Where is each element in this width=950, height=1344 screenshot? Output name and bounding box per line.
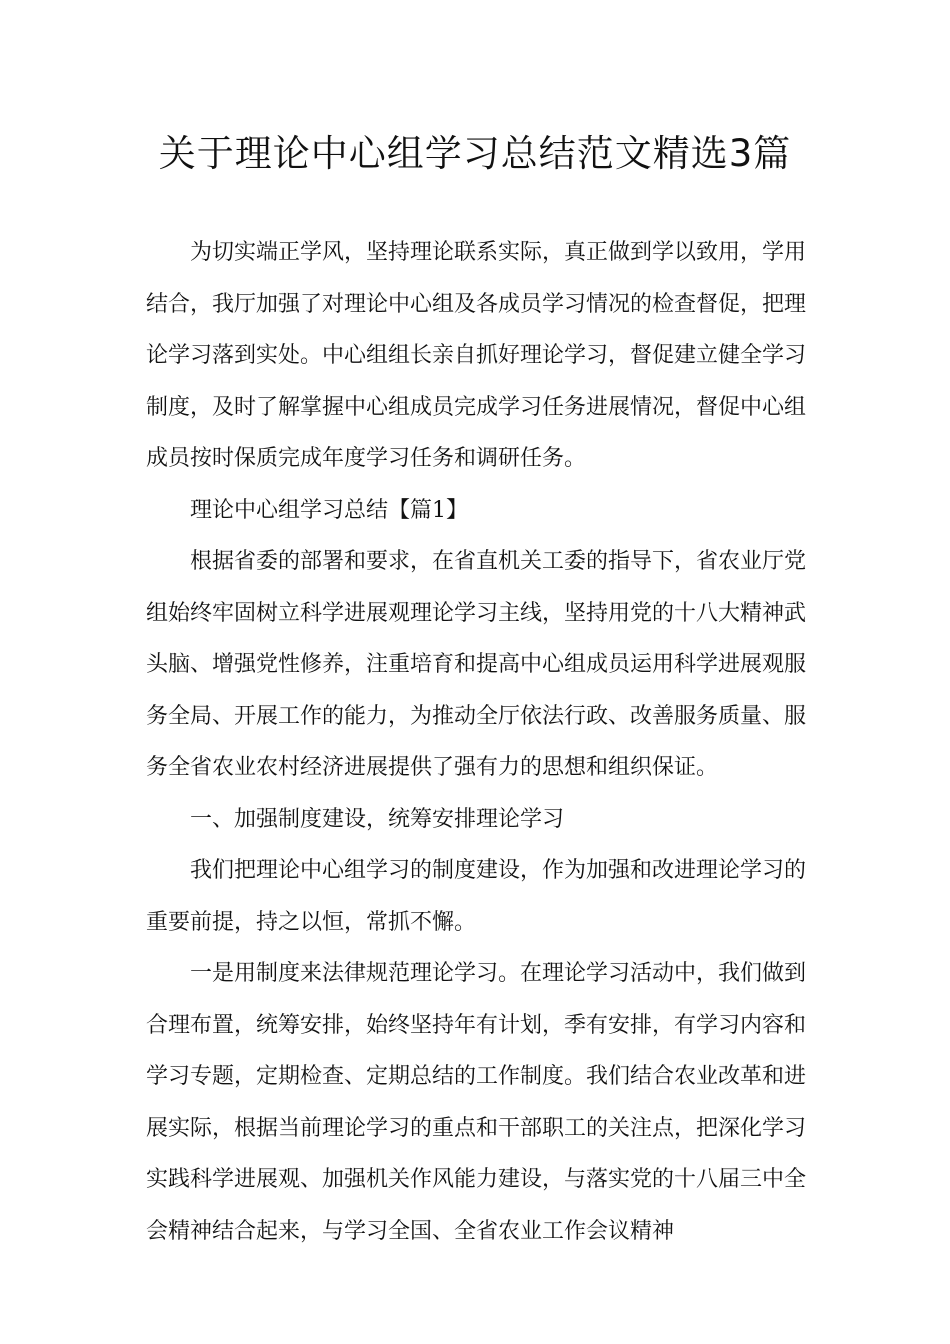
document-body (146, 227, 806, 1257)
document-title: 关于理论中心组学习总结范文精选3篇 (158, 132, 792, 175)
body-paragraph: 一是用制度来法律规范理论学习。在理论学习活动中，我们做到合理布置，统筹安排，始终坚持年有计划，季有安排，有学习内容和学习专题，定期检查、定期总结的工作制度。我们结合农业改革和进展实际，根据当前理论学习的重点和干部职工的关注点，把深化学习实践科学进展观、加强机关作风能力建设，与落实党的十八届三中全会精神结合起来，与学习全国、全省农业工作会议精神 (146, 961, 807, 1244)
subsection-heading: 一、加强制度建设，统筹安排理论学习 (190, 806, 565, 832)
body-paragraph: 我们把理论中心组学习的制度建设，作为加强和改进理论学习的重要前提，持之以恒，常抓不懈。 (146, 858, 807, 935)
body-paragraph: 根据省委的部署和要求，在省直机关工委的指导下，省农业厅党组始终牢固树立科学进展观理论学习主线，坚持用党的十八大精神武头脑、增强党性修养，注重培育和提高中心组成员运用科学进展观服务全局、开展工作的能力，为推动全厅依法行政、改善服务质量、服务全省农业农村经济进展提供了强有力的思想和组织保证。 (146, 549, 807, 780)
section-heading: 理论中心组学习总结【篇1】 (190, 497, 468, 523)
intro-paragraph: 为切实端正学风，坚持理论联系实际，真正做到学以致用，学用结合，我厅加强了对理论中心组及各成员学习情况的检查督促，把理论学习落到实处。中心组组长亲自抓好理论学习，督促建立健全学习制度，及时了解掌握中心组成员完成学习任务进展情况，督促中心组成员按时保质完成年度学习任务和调研任务。 (146, 240, 807, 471)
